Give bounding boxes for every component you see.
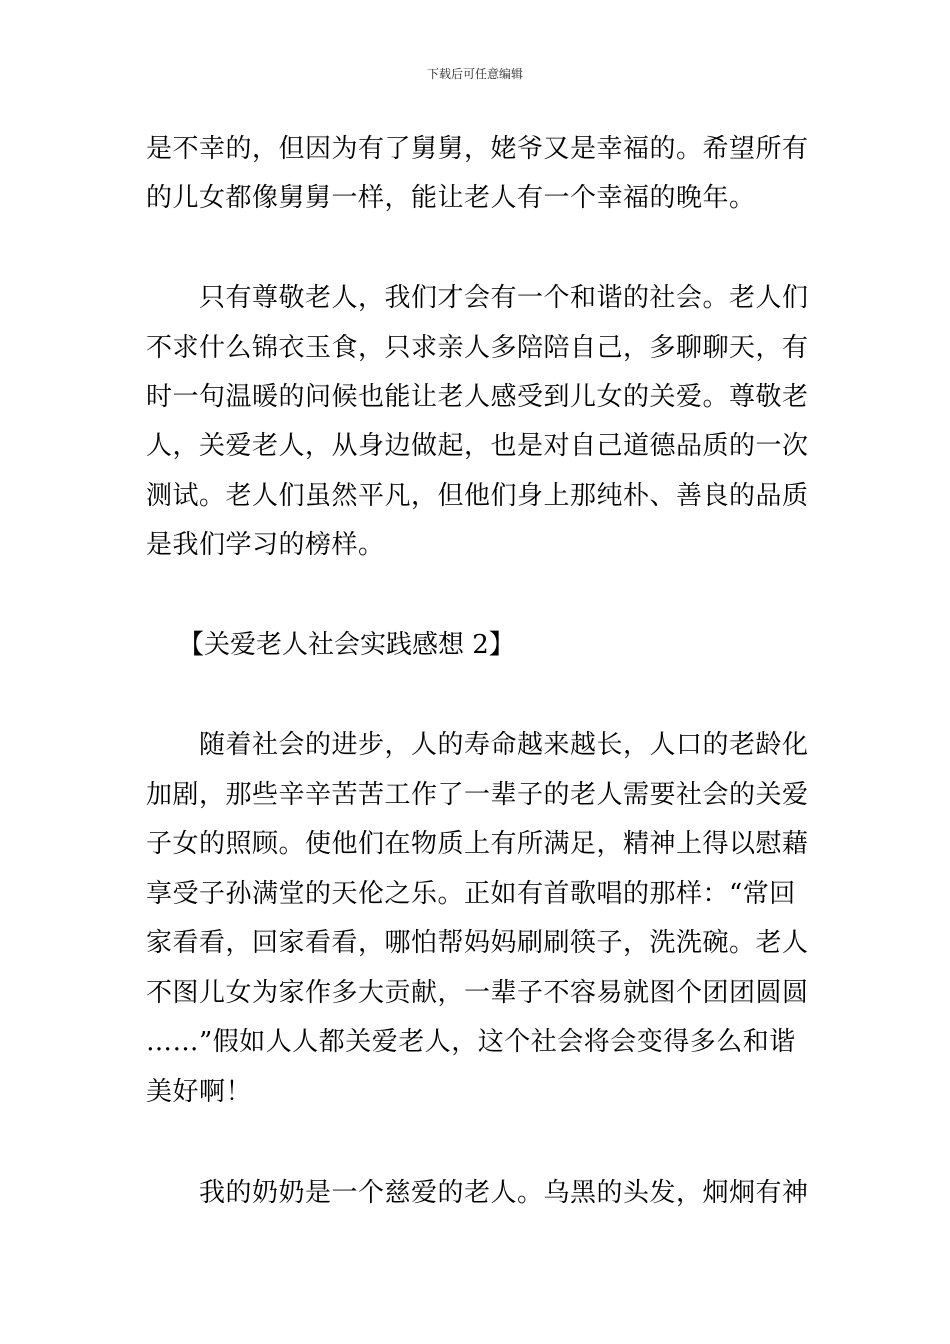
text-line: 加剧，那些辛辛苦苦工作了一辈子的老人需要社会的关爱 <box>146 780 809 810</box>
header-note: 下载后可任意编辑 <box>426 67 523 81</box>
text-line: 美好啊！ <box>146 1077 253 1107</box>
text-line: 的儿女都像舅舅一样，能让老人有一个幸福的晚年。 <box>146 183 756 213</box>
text-line: 我的奶奶是一个慈爱的老人。乌黑的头发，炯炯有神 <box>146 1178 809 1208</box>
text-line: 子女的照顾。使他们在物质上有所满足，精神上得以慰藉 <box>146 829 809 859</box>
text-line: 是我们学习的榜样。 <box>146 530 385 560</box>
text-line: 享受子孙满堂的天伦之乐。正如有首歌唱的那样：“常回 <box>146 879 796 909</box>
text-line: 测试。老人们虽然平凡，但他们身上那纯朴、善良的品质 <box>146 481 809 511</box>
text-line: 时一句温暖的问候也能让老人感受到儿女的关爱。尊敬老 <box>146 382 809 412</box>
text-line: 家看看，回家看看，哪怕帮妈妈刷刷筷子，洗洗碗。老人 <box>146 928 809 958</box>
text-line: 不图儿女为家作多大贡献，一辈子不容易就图个团团圆圆 <box>146 978 809 1008</box>
text-line: 是不幸的，但因为有了舅舅，姥爷又是幸福的。希望所有 <box>146 134 809 164</box>
text-line: 随着社会的进步，人的寿命越来越长，人口的老龄化 <box>146 730 809 760</box>
text-line: 人，关爱老人，从身边做起，也是对自己道德品质的一次 <box>146 431 809 461</box>
text-line: ……”假如人人都关爱老人，这个社会将会变得多么和谐 <box>146 1027 796 1057</box>
text-line: 不求什么锦衣玉食，只求亲人多陪陪自己，多聊聊天，有 <box>146 333 809 363</box>
section-heading: 【关爱老人社会实践感想 2】 <box>178 630 515 660</box>
text-line: 只有尊敬老人，我们才会有一个和谐的社会。老人们 <box>146 283 809 313</box>
